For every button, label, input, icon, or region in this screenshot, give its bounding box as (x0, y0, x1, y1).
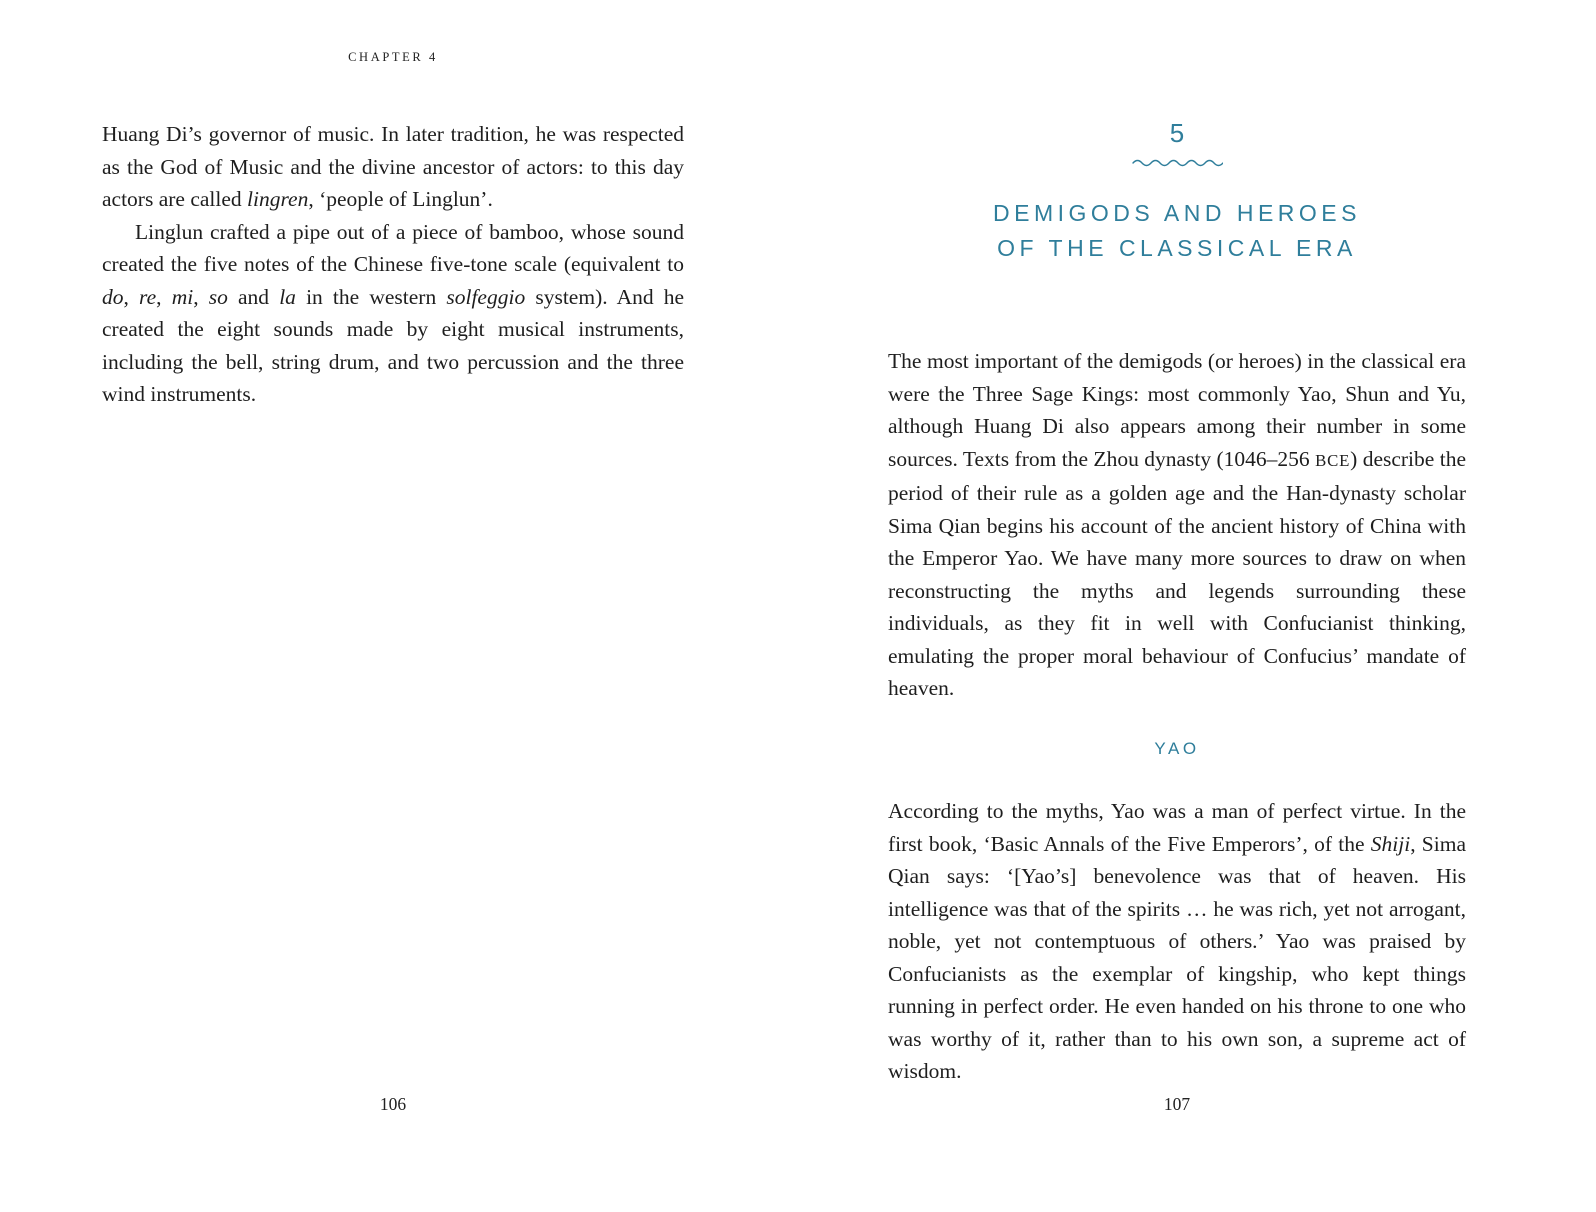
wavy-line-icon (888, 157, 1466, 167)
paragraph: According to the myths, Yao was a man of perfect virtue. In the first book, ‘Basic Annals of the Five Emperors’, of the Shiji, Sima Qian says: ‘[Yao’s] benevolence was that of heaven. His intelligence was that of the spirits … he was rich, yet not arrogant, noble, yet not contemptuous of others.’ Yao was praised by Confucianists as the exemplar of kingship, who kept things running in perfect order. He even handed on his throne to one who was worthy of it, rather than to his own son, a supreme act of wisdom. (888, 799, 1466, 1083)
right-page (888, 0, 1466, 1212)
chapter-number: 5 (1169, 118, 1185, 148)
paragraph: Linglun crafted a pipe out of a piece of bamboo, whose sound created the five notes of the Chinese five-tone scale (equivalent to do, re, mi, so and la in the western solfeggio system). And he created the eight sounds made by eight musical instruments, including the bell, string drum, and two percussion and the three wind instruments. (102, 219, 685, 406)
chapter-title-line: DEMIGODS AND HEROES (993, 200, 1361, 226)
chapter-intro (888, 345, 1466, 705)
page-number-left: 106 (379, 1094, 407, 1114)
chapter-title (888, 196, 1466, 266)
section-body (888, 795, 1466, 1088)
paragraph: The most important of the demigods (or heroes) in the classical era were the Three Sage Kings: most commonly Yao, Shun and Yu, although Huang Di also appears among their number in some sources. Texts from the Zhou dynasty (1046–256 BCE) describe the period of their rule as a golden age and the Han-dynasty scholar Sima Qian begins his account of the ancient history of China with the Emperor Yao. We have many more sources to draw on when reconstructing the myths and legends surrounding these individuals, as they fit in well with Confucianist thinking, emulating the proper moral behaviour of Confucius’ mandate of heaven. (888, 349, 1467, 700)
running-header: CHAPTER 4 (348, 50, 438, 64)
page-number-right: 107 (1163, 1094, 1191, 1114)
paragraph: Huang Di’s governor of music. In later tradition, he was respected as the God of Music and the divine ancestor of actors: to this day actors are called lingren, ‘people of Linglun’. (102, 122, 684, 211)
chapter-title-line: OF THE CLASSICAL ERA (997, 235, 1357, 261)
left-page (102, 0, 684, 1212)
left-page-body (102, 118, 684, 411)
section-heading-yao: YAO (1154, 739, 1200, 758)
